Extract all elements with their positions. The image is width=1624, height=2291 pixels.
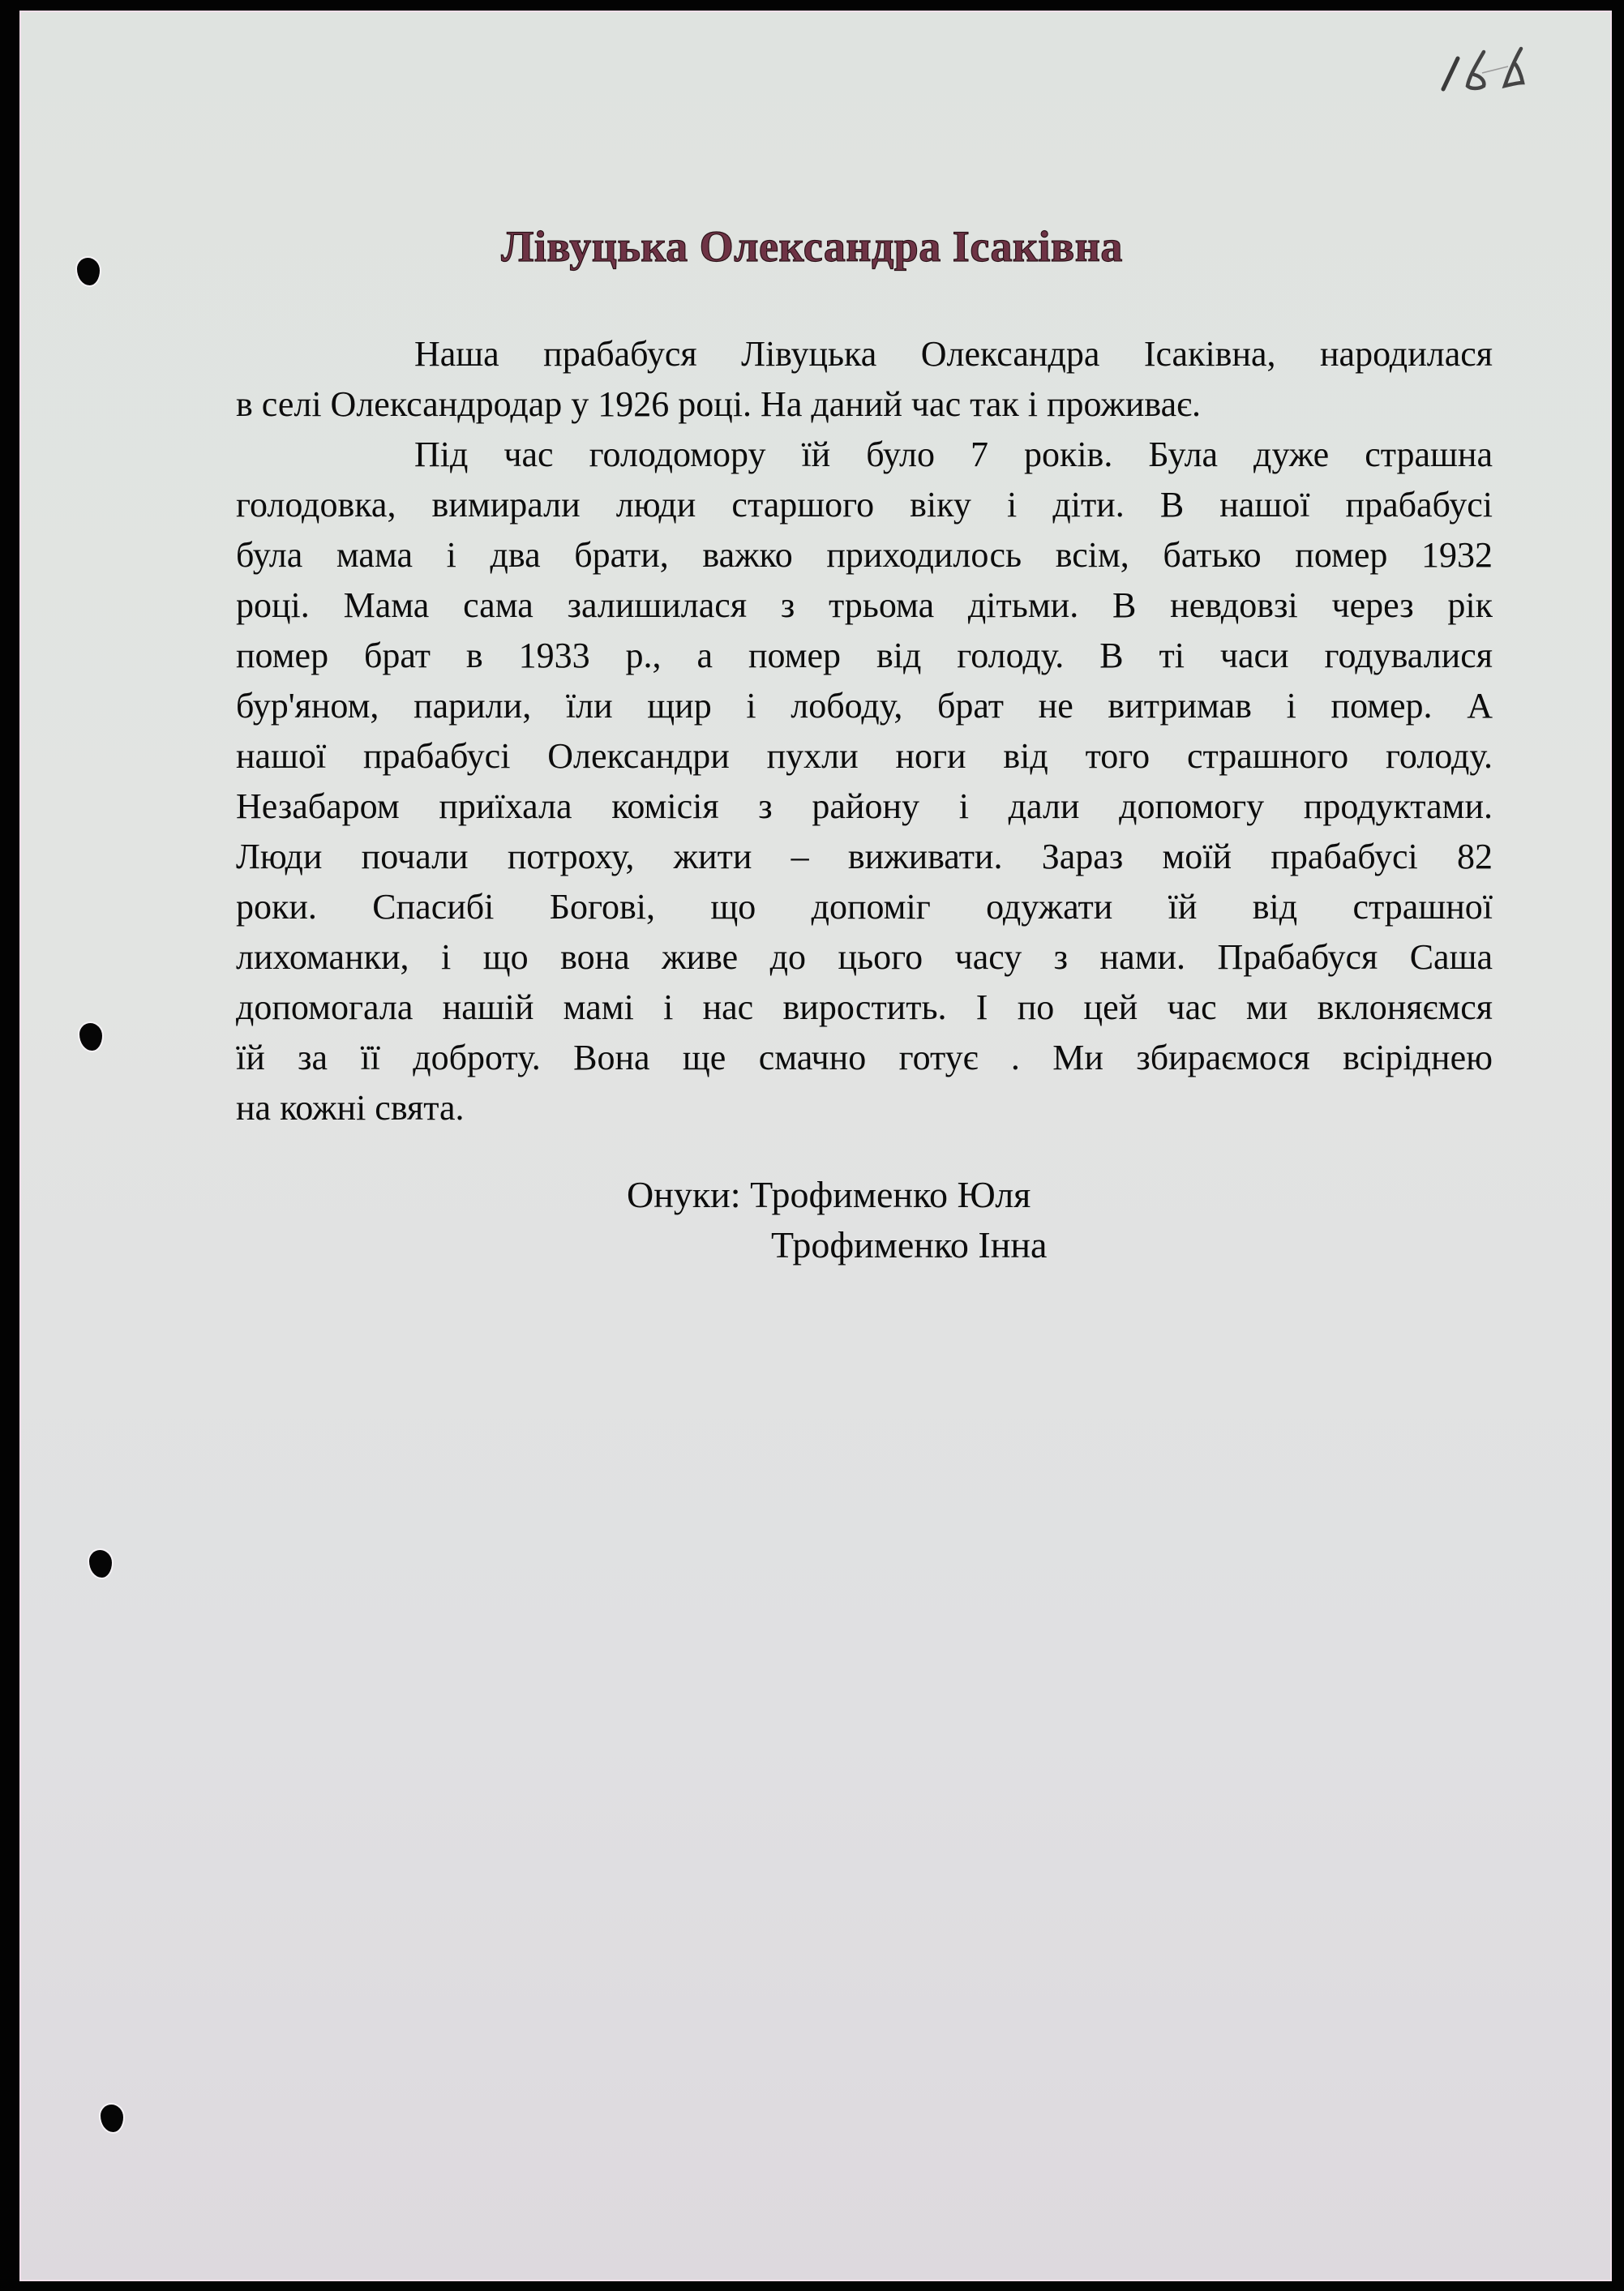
signature-name-2: Трофименко Інна [771,1224,1048,1265]
document-title: Лівуцька Олександра Ісаківна [501,222,1123,271]
text-line: помер брат в 1933 р., а помер від голоду. В ті часи годувалися [236,636,1493,675]
text-line: роки. Спасибі Богові, що допоміг одужати їй від страшної [236,887,1493,927]
paragraph-2 [236,430,1493,1133]
signature-line-1 [627,1170,1047,1220]
text-line: допомогала нашій мамі і нас виростить. І по цей час ми вклоняємся [236,987,1493,1027]
document-body [236,329,1493,1133]
text-line: була мама і два брати, важко приходилось всім, батько помер 1932 [236,535,1493,575]
text-line: лихоманки, і що вона живе до цього часу з нами. Прабабуся Саша [236,937,1493,977]
handwritten-page-number [1433,39,1531,96]
text-line: в селі Олександродар у 1926 році. На даний час так і проживає. [236,384,1201,424]
signature-name-1: Трофименко Юля [750,1174,1031,1215]
text-line: бур'яном, парили, їли щир і лободу, брат не витримав і помер. А [236,686,1493,726]
text-line: Під час голодомору їй було 7 років. Була дуже страшна [414,435,1493,474]
text-line: році. Мама сама залишилася з трьома дітьми. В невдовзі через рік [236,585,1493,625]
text-line: нашої прабабусі Олександри пухли ноги від того страшного голоду. [236,736,1493,776]
text-line: голодовка, вимирали люди старшого віку і діти. В нашої прабабусі [236,485,1493,525]
paragraph-1 [236,329,1493,430]
text-line: Незабаром приїхала комісія з району і дали допомогу продуктами. [236,786,1493,826]
signature-label: Онуки: [627,1174,741,1215]
text-line: Люди почали потроху, жити – виживати. Зараз моїй прабабусі 82 [236,837,1493,876]
handwritten-page-number-mark [1433,39,1531,96]
text-line: Наша прабабуся Лівуцька Олександра Ісаківна, народилася [414,334,1493,374]
text-line: на кожні свята. [236,1088,465,1128]
text-line: їй за її доброту. Вона ще смачно готує . Ми збираємося всіріднею [236,1038,1493,1077]
signature-block [627,1170,1047,1270]
